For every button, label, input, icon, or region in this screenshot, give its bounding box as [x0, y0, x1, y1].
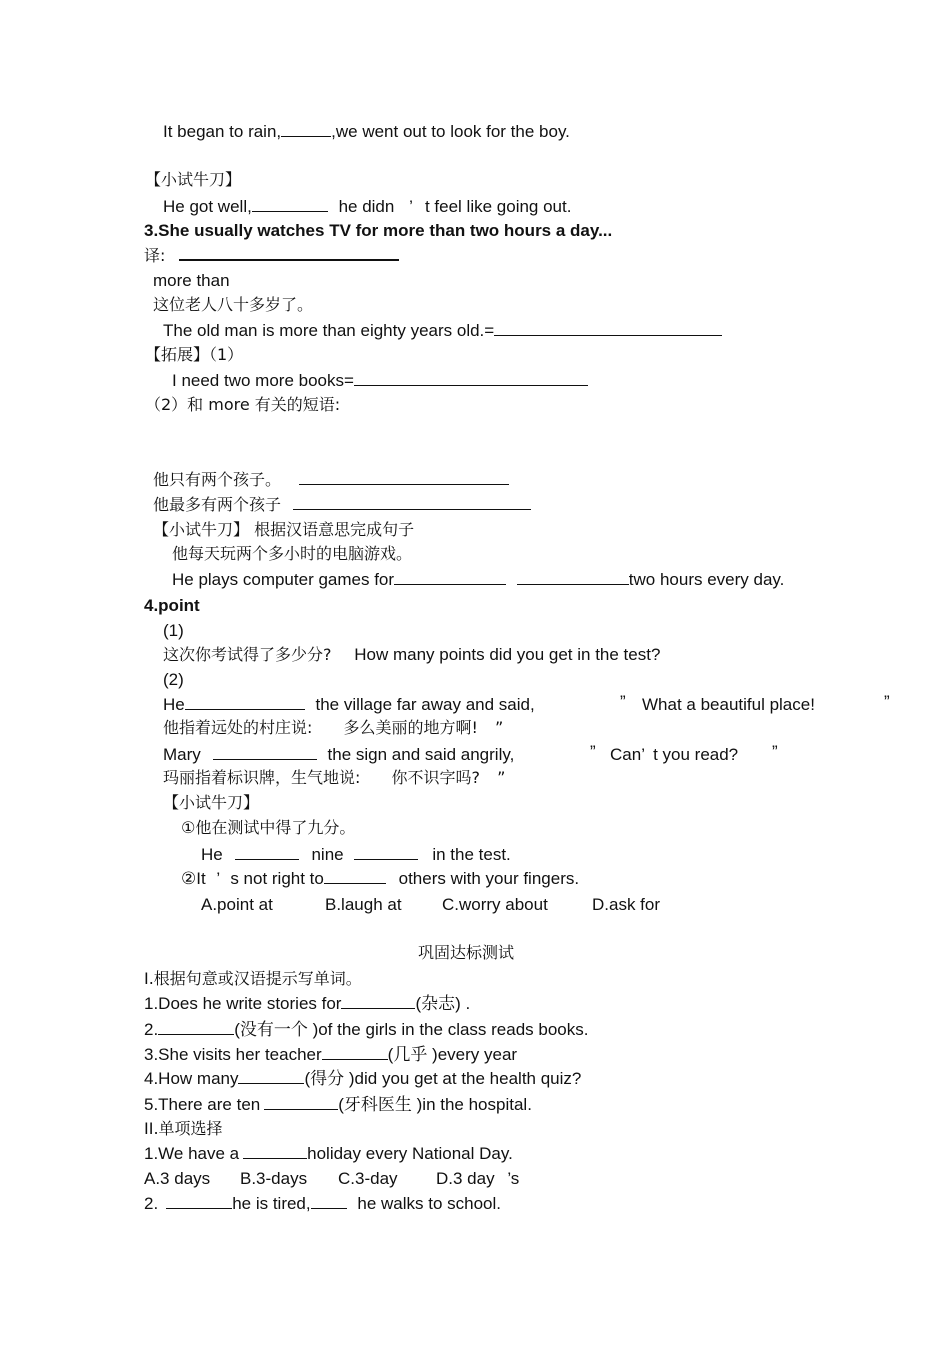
blank[interactable]	[213, 745, 317, 760]
phrase-more-than: more than	[153, 271, 230, 290]
item-4: 4.How many (得分 )did you get at the health quiz?	[144, 1069, 582, 1088]
blank[interactable]	[252, 197, 328, 212]
num-1: (1)	[163, 621, 184, 640]
sentence-old-man: The old man is more than eighty years old.=	[163, 321, 722, 341]
blank[interactable]	[235, 845, 299, 860]
translate-label: 译:	[144, 245, 399, 266]
sentence-need-books: I need two more books=	[172, 371, 588, 391]
sentence-began-to-rain: It began to rain, ,we went out to look for the boy.	[163, 122, 570, 141]
section-3-title: 3.She usually watches TV for more than two hours a day...	[144, 221, 613, 240]
item-2: 2. (没有一个 )of the girls in the class reads books.	[144, 1020, 589, 1039]
blank[interactable]	[341, 994, 415, 1009]
blank[interactable]	[158, 1020, 234, 1035]
try-heading: 【小试牛刀】	[145, 170, 242, 189]
mc-1-option-a[interactable]: A.3 days	[144, 1169, 211, 1188]
item-5: 5.There are ten (牙科医生 )in the hospital.	[144, 1095, 532, 1114]
cn-only-two: 他只有两个孩子。	[153, 470, 509, 490]
blank[interactable]	[166, 1194, 232, 1209]
option-d[interactable]: D.ask for	[592, 895, 661, 914]
sentence-he-pointed: He the village far away and said,	[163, 695, 535, 714]
blank[interactable]	[354, 371, 588, 386]
mc-2: 2. he is tired, he walks to school.	[144, 1194, 501, 1213]
blank[interactable]	[324, 869, 386, 884]
sentence-not-right: ②It ’ s not right to others with your fingers.	[181, 869, 580, 888]
cn-old-man: 这位老人八十多岁了。	[153, 295, 314, 314]
blank[interactable]	[517, 570, 629, 585]
blank[interactable]	[185, 695, 305, 710]
mary-quote: Can’ t you read?	[610, 745, 739, 764]
blank[interactable]	[264, 1095, 338, 1110]
mc-1-option-c[interactable]: C.3-day	[338, 1169, 398, 1188]
item-1: 1.Does he write stories for (杂志) .	[144, 994, 471, 1013]
part-1-heading: I.根据句意或汉语提示写单词。	[144, 969, 362, 988]
item-3: 3.She visits her teacher (几乎 )every year	[144, 1045, 518, 1064]
mc-1-option-b[interactable]: B.3-days	[240, 1169, 308, 1188]
he-quote: What a beautiful place!	[642, 695, 815, 714]
blank[interactable]	[281, 122, 331, 137]
sentence-nine-points: He nine in the test.	[201, 845, 511, 864]
option-b[interactable]: B.laugh at	[325, 895, 402, 914]
expand-heading: 【拓展】（1）	[145, 345, 244, 364]
blank[interactable]	[494, 321, 722, 336]
mc-1-option-d[interactable]: D.3 day ’s	[436, 1169, 520, 1188]
try-heading-2: 【小试牛刀】 根据汉语意思完成句子	[153, 520, 415, 539]
cn-at-most-two: 他最多有两个孩子	[153, 495, 531, 515]
option-a[interactable]: A.point at	[201, 895, 273, 914]
mc-1: 1.We have a holiday every National Day.	[144, 1144, 513, 1163]
blank[interactable]	[299, 470, 509, 485]
sentence-computer-games: He plays computer games for two hours every day.	[172, 570, 785, 589]
cn-mary-pointed: 玛丽指着标识牌，生气地说: 你不识字吗? ”	[163, 768, 506, 787]
sentence-mary-pointed: Mary the sign and said angrily,	[163, 745, 515, 764]
cn-he-pointed: 他指着远处的村庄说: 多么美丽的地方啊! ”	[163, 718, 504, 737]
sentence-got-well: He got well, he didn ’ t feel like going out.	[163, 197, 572, 216]
blank[interactable]	[311, 1194, 347, 1209]
translate-blank[interactable]	[179, 245, 399, 261]
option-c[interactable]: C.worry about	[442, 895, 548, 914]
blank[interactable]	[354, 845, 418, 860]
blank[interactable]	[394, 570, 506, 585]
num-2: (2)	[163, 670, 184, 689]
points-question: 这次你考试得了多少分? How many points did you get in the test?	[163, 645, 661, 664]
blank[interactable]	[243, 1144, 307, 1159]
test-title: 巩固达标测试	[418, 943, 515, 962]
try-heading-3: 【小试牛刀】	[163, 793, 260, 812]
blank[interactable]	[238, 1069, 304, 1084]
section-4-title: 4.point	[144, 596, 200, 615]
blank[interactable]	[293, 495, 531, 510]
cn-nine-points: ①他在测试中得了九分。	[181, 818, 356, 837]
more-phrases-heading: （2）和 more 有关的短语:	[145, 395, 341, 414]
cn-computer-games: 他每天玩两个多小时的电脑游戏。	[172, 544, 413, 563]
part-2-heading: II.单项选择	[144, 1119, 223, 1138]
blank[interactable]	[322, 1045, 388, 1060]
